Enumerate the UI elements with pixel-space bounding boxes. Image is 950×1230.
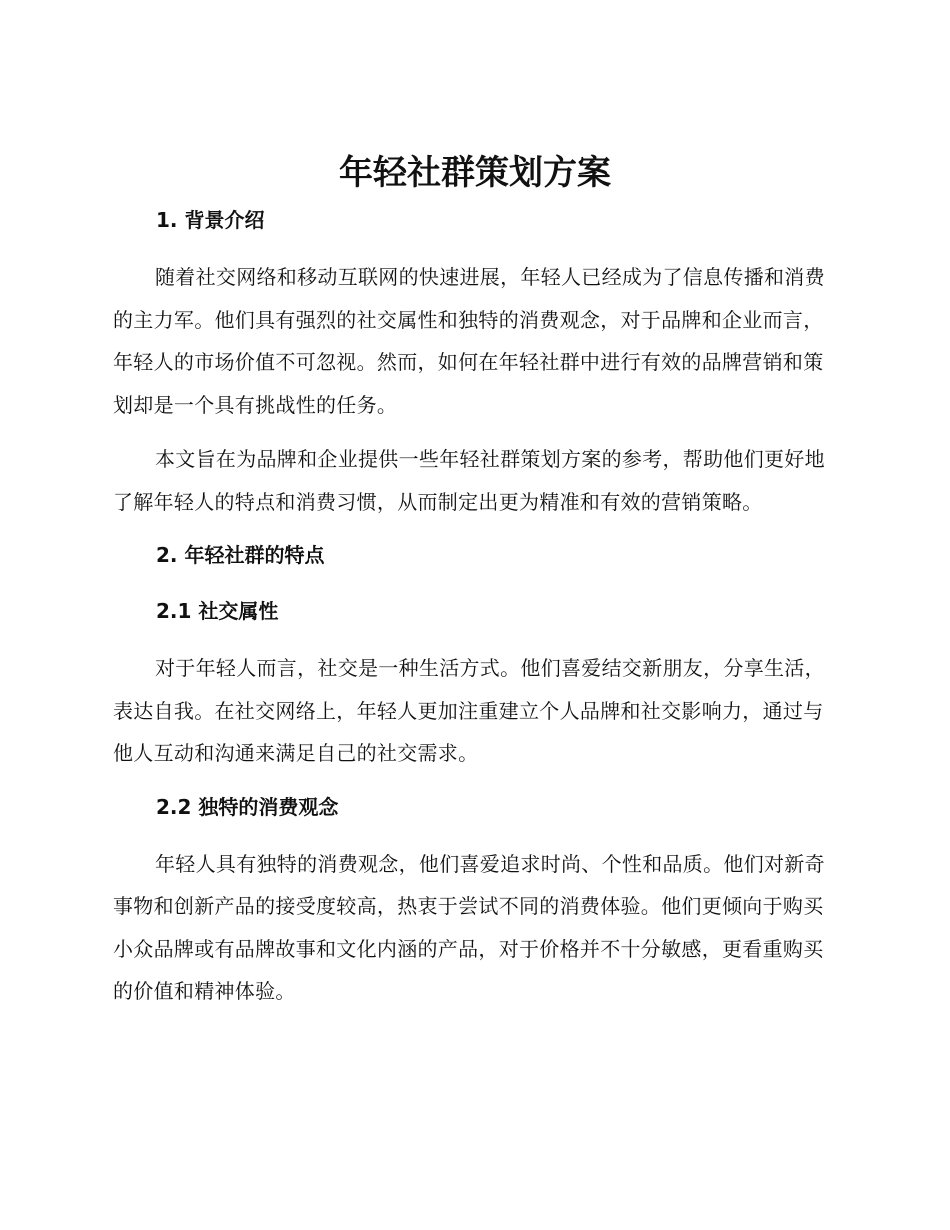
document-title: 年轻社群策划方案 [339,153,611,193]
paragraph-background-1: 随着社交网络和移动互联网的快速进展，年轻人已经成为了信息传播和消费的主力军。他们具有强烈的社交属性和独特的消费观念，对于品牌和企业而言，年轻人的市场价值不可忽视。然而，如何在年轻社群中进行有效的品牌营销和策划却是一个具有挑战性的任务。 [113,265,825,417]
document-body [113,200,833,1013]
paragraph-background-2: 本文旨在为品牌和企业提供一些年轻社群策划方案的参考，帮助他们更好地了解年轻人的特点和消费习惯，从而制定出更为精准和有效的营销策略。 [113,447,825,514]
section-heading-background: 1. 背景介绍 [156,208,265,232]
section-heading-social: 2.1 社交属性 [156,599,279,623]
paragraph-social-1: 对于年轻人而言，社交是一种生活方式。他们喜爱结交新朋友，分享生活，表达自我。在社交网络上，年轻人更加注重建立个人品牌和社交影响力，通过与他人互动和沟通来满足自己的社交需求。 [113,656,825,765]
section-heading-features: 2. 年轻社群的特点 [156,543,325,567]
section-heading-consumption: 2.2 独特的消费观念 [156,794,339,819]
paragraph-consumption-1: 年轻人具有独特的消费观念，他们喜爱追求时尚、个性和品质。他们对新奇事物和创新产品的接受度较高，热衷于尝试不同的消费体验。他们更倾向于购买小众品牌或有品牌故事和文化内涵的产品，对于价格并不十分敏感，更看重购买的价值和精神体验。 [113,851,825,1003]
